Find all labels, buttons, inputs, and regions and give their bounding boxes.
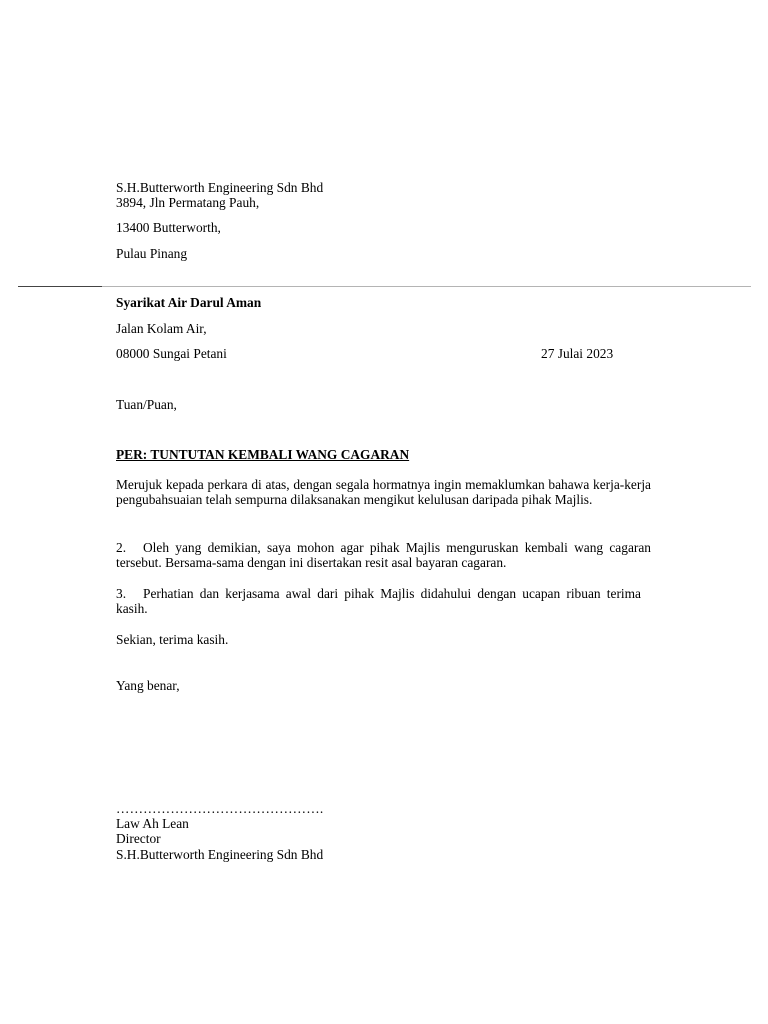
letter-date: 27 Julai 2023 <box>541 346 614 361</box>
recipient-name: Syarikat Air Darul Aman <box>116 295 262 310</box>
paragraph-2-text: Oleh yang demikian, saya mohon agar pihak Majlis menguruskan kembali wang cagaran tersebut. Bersama-sama dengan ini disertakan resit asal bayaran cagaran. <box>116 540 651 570</box>
closing-sign-off: Yang benar, <box>116 678 180 693</box>
salutation: Tuan/Puan, <box>116 397 177 412</box>
paragraph-3-text: Perhatian dan kerjasama awal dari pihak Majlis didahului dengan ucapan ribuan terima kasih. <box>116 586 641 616</box>
sender-company: S.H.Butterworth Engineering Sdn Bhd <box>116 180 324 195</box>
body-paragraph-3 <box>116 586 641 616</box>
signatory-name: Law Ah Lean <box>116 816 189 831</box>
signature-line: ………………………………………. <box>116 801 324 816</box>
closing-thanks: Sekian, terima kasih. <box>116 632 229 647</box>
sender-address-line3: Pulau Pinang <box>116 246 188 261</box>
body-paragraph-1: Merujuk kepada perkara di atas, dengan segala hormatnya ingin memaklumkan bahawa kerja-kerja pengubahsuaian telah sempurna dilaksanakan mengikut kelulusan daripada pihak Majlis. <box>116 477 651 507</box>
paragraph-3-number: 3. <box>116 586 127 601</box>
header-divider <box>18 286 751 287</box>
sender-address-line1: 3894, Jln Permatang Pauh, <box>116 195 260 210</box>
paragraph-2-number: 2. <box>116 540 127 555</box>
header-divider-accent <box>18 286 102 287</box>
body-paragraph-2 <box>116 540 651 570</box>
signatory-title: Director <box>116 831 161 846</box>
sender-address-line2: 13400 Butterworth, <box>116 220 221 235</box>
recipient-address-line1: Jalan Kolam Air, <box>116 321 207 336</box>
subject-line: PER: TUNTUTAN KEMBALI WANG CAGARAN <box>116 447 410 462</box>
signatory-company: S.H.Butterworth Engineering Sdn Bhd <box>116 847 324 862</box>
recipient-address-line2: 08000 Sungai Petani <box>116 346 227 361</box>
